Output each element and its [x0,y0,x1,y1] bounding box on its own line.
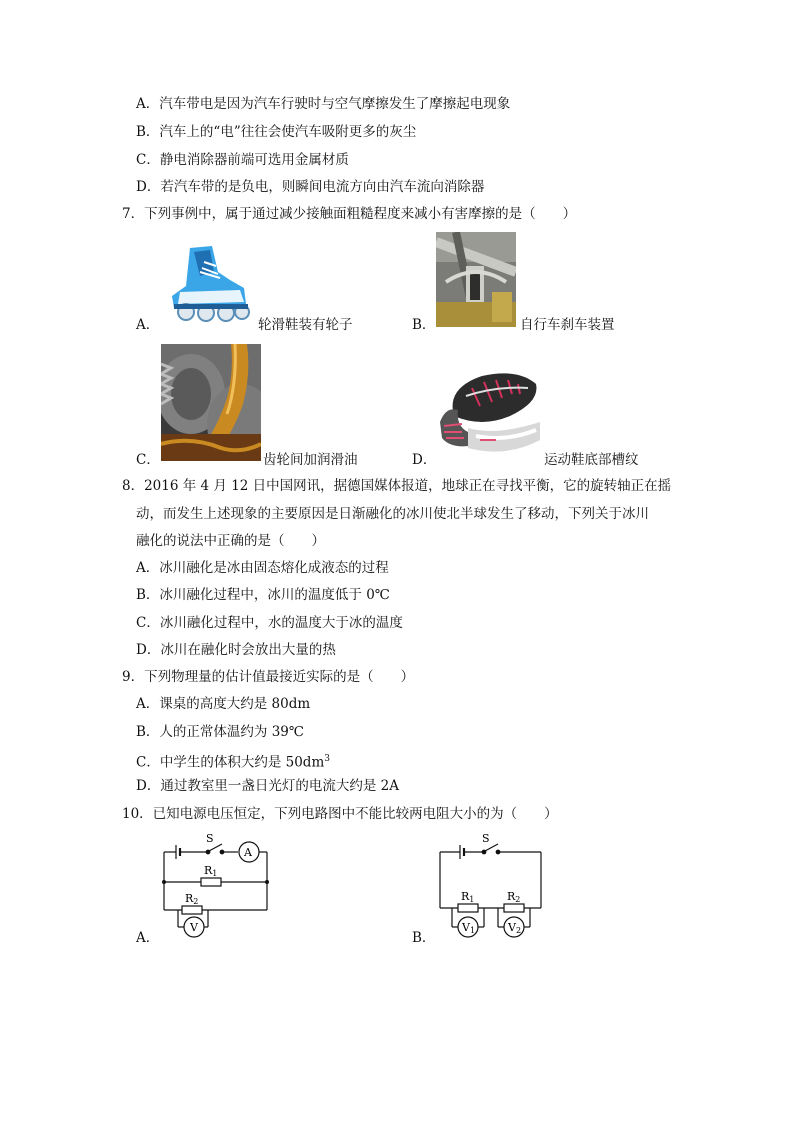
circuit-a-switch-label: S [206,832,214,845]
q9-stem: 9．下列物理量的估计值最接近实际的是（ ） [122,669,415,685]
q8-option-c: C．冰川融化过程中，水的温度大于冰的温度 [136,615,403,631]
q6-option-c: C．静电消除器前端可选用金属材质 [136,152,349,168]
circuit-a-diagram [150,832,275,944]
circuit-b-v1-label: V1 [462,921,476,935]
q9-option-c: C．中学生的体积大约是 50dm [136,754,325,771]
q7-option-a-caption: 轮滑鞋装有轮子 [258,317,353,333]
q7-option-b-caption: 自行车刹车装置 [520,317,615,333]
q7-option-c-letter: C． [136,452,160,468]
q9-option-d: D．通过教室里一盏日光灯的电流大约是 2A [136,778,399,794]
q8-stem-line-3: 融化的说法中正确的是（ ） [136,533,325,549]
q9-option-a: A．课桌的高度大约是 80dm [136,696,311,712]
q8-option-b: B．冰川融化过程中，冰川的温度低于 0℃ [136,587,390,603]
q6-option-d: D．若汽车带的是负电，则瞬间电流方向由汽车流向消除器 [136,179,485,195]
q6-option-b: B．汽车上的“电”往往会使汽车吸附更多的灰尘 [136,124,417,140]
q10-option-b-letter: B． [412,930,436,946]
bicycle-brake-image [436,232,516,327]
roller-skate-image [160,242,256,330]
q10-stem: 10．已知电源电压恒定，下列电路图中不能比较两电阻大小的为（ ） [122,806,558,822]
circuit-a-r2-label: R2 [185,892,199,906]
q10-option-a-letter: A． [136,930,160,946]
q7-stem: 7．下列事例中，属于通过减少接触面粗糙程度来减小有害摩擦的是（ ） [122,206,577,222]
circuit-b-diagram [430,832,550,944]
circuit-a-ammeter-label: A [244,846,252,859]
circuit-b-v2-label: V2 [508,921,522,935]
q6-option-a: A．汽车带电是因为汽车行驶时与空气摩擦发生了摩擦起电现象 [136,96,511,112]
q9-option-c-superscript: 3 [324,754,330,764]
circuit-b-r2-label: R2 [507,890,521,904]
q8-stem-line-1: 8．2016 年 4 月 12 日中国网讯，据德国媒体报道，地球正在寻找平衡，它的旋转轴正在摇 [122,478,672,494]
circuit-b-r1-label: R1 [461,890,475,904]
q8-stem-line-2: 动，而发生上述现象的主要原因是日渐融化的冰川使北半球发生了移动，下列关于冰川 [136,506,649,522]
gear-oil-image [161,344,261,461]
circuit-a-voltmeter-label: V [190,921,198,934]
circuit-b-switch-label: S [482,832,490,845]
q9-option-c-wrap [136,749,330,773]
q7-option-c-caption: 齿轮间加润滑油 [263,452,358,468]
q9-option-b: B．人的正常体温约为 39℃ [136,724,304,740]
circuit-a-r1-label: R1 [204,864,218,878]
q7-option-a-letter: A． [136,317,160,333]
q7-option-d-caption: 运动鞋底部槽纹 [544,452,639,468]
q8-option-a: A．冰川融化是冰由固态熔化成液态的过程 [136,560,389,576]
q7-option-d-letter: D． [412,452,437,468]
q7-option-b-letter: B． [412,317,436,333]
q8-option-d: D．冰川在融化时会放出大量的热 [136,642,336,658]
sneaker-sole-image [436,366,542,461]
